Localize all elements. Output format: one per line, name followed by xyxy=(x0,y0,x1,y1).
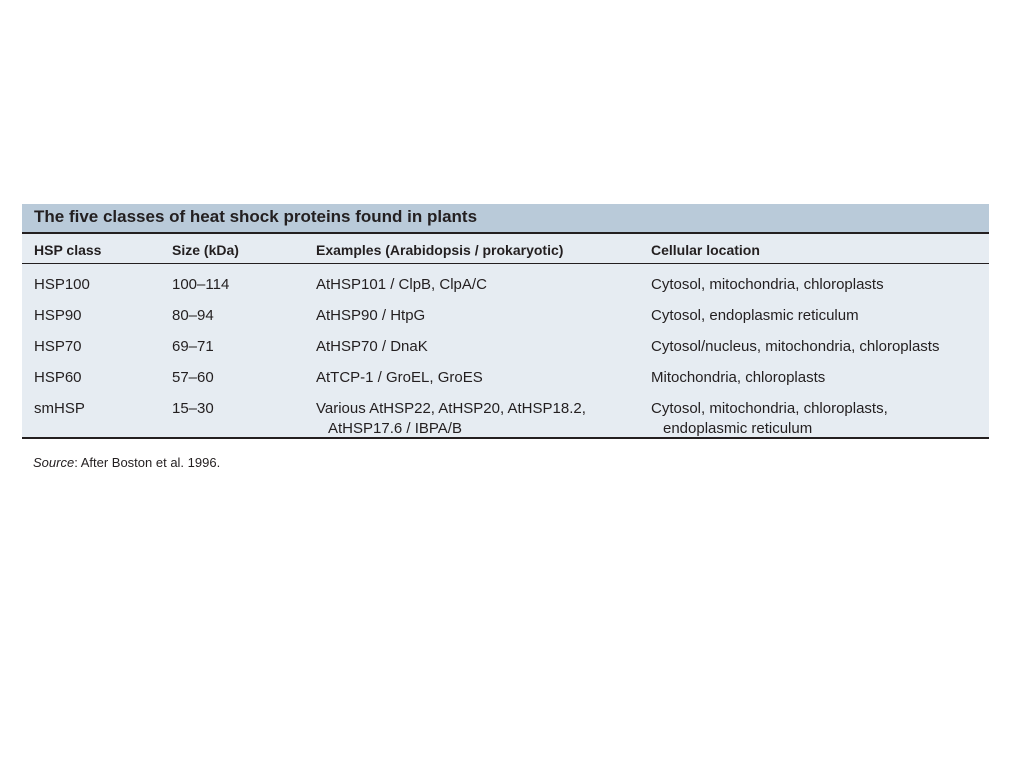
size-cell: 80–94 xyxy=(172,307,214,324)
table-row xyxy=(22,362,989,393)
hsp-class-cell: HSP90 xyxy=(34,307,82,324)
hsp-class-cell: HSP70 xyxy=(34,338,82,355)
hsp-class-cell: HSP60 xyxy=(34,369,82,386)
location-cell: Cytosol/nucleus, mitochondria, chloroplasts xyxy=(651,338,940,355)
table-row xyxy=(22,300,989,331)
location-cell: Mitochondria, chloroplasts xyxy=(651,369,826,386)
location-cell: Cytosol, mitochondria, chloroplasts xyxy=(651,276,884,293)
column-header-hsp-class: HSP class xyxy=(34,242,102,258)
size-cell: 15–30 xyxy=(172,400,214,417)
location-line-1: Cytosol, mitochondria, chloroplasts, xyxy=(651,400,888,417)
size-cell: 57–60 xyxy=(172,369,214,386)
examples-line-1: Various AtHSP22, AtHSP20, AtHSP18.2, xyxy=(316,400,586,417)
table-row xyxy=(22,331,989,362)
column-header-examples: Examples (Arabidopsis / prokaryotic) xyxy=(316,242,564,258)
table-header-row xyxy=(22,234,989,264)
column-header-size: Size (kDa) xyxy=(172,242,239,258)
source-label: Source xyxy=(33,455,75,470)
table-row xyxy=(22,393,989,437)
location-cell: Cytosol, endoplasmic reticulum xyxy=(651,307,859,324)
examples-cell: AtHSP101 / ClpB, ClpA/C xyxy=(316,276,487,293)
examples-cell: AtTCP-1 / GroEL, GroES xyxy=(316,369,483,386)
table-body xyxy=(22,234,989,439)
hsp-class-cell: smHSP xyxy=(34,400,85,417)
size-cell: 69–71 xyxy=(172,338,214,355)
column-header-location: Cellular location xyxy=(651,242,760,258)
examples-cell xyxy=(316,399,586,439)
hsp-table xyxy=(22,204,989,439)
examples-cell: AtHSP70 / DnaK xyxy=(316,338,428,355)
location-cell xyxy=(651,399,888,439)
source-note xyxy=(33,455,220,470)
location-line-2: endoplasmic reticulum xyxy=(663,420,813,437)
size-cell: 100–114 xyxy=(172,276,230,293)
table-row xyxy=(22,269,989,300)
table-title: The five classes of heat shock proteins found in plants xyxy=(22,204,989,234)
source-text: : After Boston et al. 1996. xyxy=(74,455,221,470)
hsp-class-cell: HSP100 xyxy=(34,276,90,293)
examples-cell: AtHSP90 / HtpG xyxy=(316,307,426,324)
examples-line-2: AtHSP17.6 / IBPA/B xyxy=(328,420,462,437)
